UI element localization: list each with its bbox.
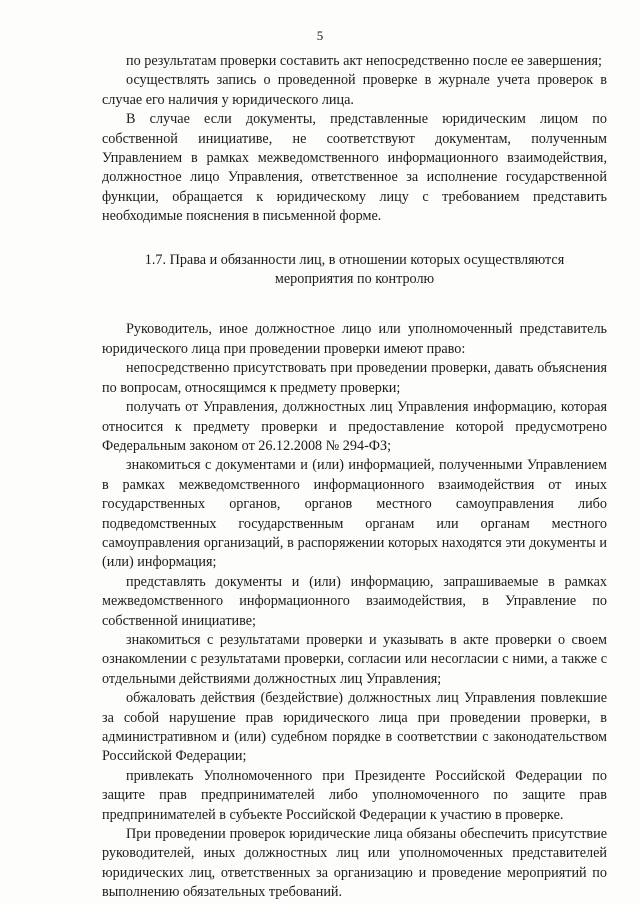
paragraph: знакомиться с документами и (или) информацией, полученными Управлением в рамках межведомственного информационного взаимодействия от иных государственных органов, органов местного самоуправления либо подведомственных государственным органам или органам местного самоуправления организаций, в распоряжении которых находятся эти документы и (или) информация;	[102, 457, 607, 571]
paragraph: получать от Управления, должностных лиц Управления информацию, которая относится к предмету проверки и предоставление которой предусмотрено Федеральным законом от 26.12.2008 № 294-ФЗ;	[102, 399, 607, 454]
paragraph: Руководитель, иное должностное лицо или уполномоченный представитель юридического лица при проведении проверки имеют право:	[102, 321, 607, 357]
paragraph: обжаловать действия (бездействие) должностных лиц Управления повлекшие за собой нарушение прав юридического лица при проведении проверки, в административном и (или) судебном порядке в соответствии с законодательством Российской Федерации;	[102, 690, 607, 765]
paragraph: привлекать Уполномоченного при Президенте Российской Федерации по защите прав предпринимателей либо уполномоченного по защите прав предпринимателей в субъекте Российской Федерации к участию в проверке.	[102, 767, 607, 823]
paragraph: осуществлять запись о проведенной проверке в журнале учета проверок в случае его наличия у юридического лица.	[102, 72, 607, 108]
section-heading: 1.7. Права и обязанности лиц, в отношении которых осуществляются мероприятия по контролю	[144, 251, 565, 288]
paragraph: В случае если документы, представленные юридическим лицом по собственной инициативе, не соответствуют документам, полученным Управлением в рамках межведомственного информационного взаимодействия, должностное лицо Управления, ответственное за исполнение государственной функции, обращается к юридическому лицу с требованием представить необходимые пояснения в письменной форме.	[102, 111, 607, 225]
paragraph: непосредственно присутствовать при проведении проверки, давать объяснения по вопросам, относящимся к предмету проверки;	[102, 360, 607, 396]
page-number: 5	[316, 28, 324, 43]
paragraph: знакомиться с результатами проверки и указывать в акте проверки о своем ознакомлении с результатами проверки, согласии или несогласии с ними, а также с отдельными действиями должностных лиц Управления;	[102, 631, 607, 687]
document-body	[102, 52, 607, 903]
paragraph: При проведении проверок юридические лица обязаны обеспечить присутствие руководителей, иных должностных лиц или уполномоченных представителей юридических лиц, ответственных за организацию и проведение мероприятий по выполнению обязательных требований.	[102, 826, 607, 901]
paragraph: представлять документы и (или) информацию, запрашиваемые в рамках межведомственного информационного взаимодействия, в Управление по собственной инициативе;	[102, 573, 607, 629]
paragraph: по результатам проверки составить акт непосредственно после ее завершения;	[126, 53, 602, 69]
